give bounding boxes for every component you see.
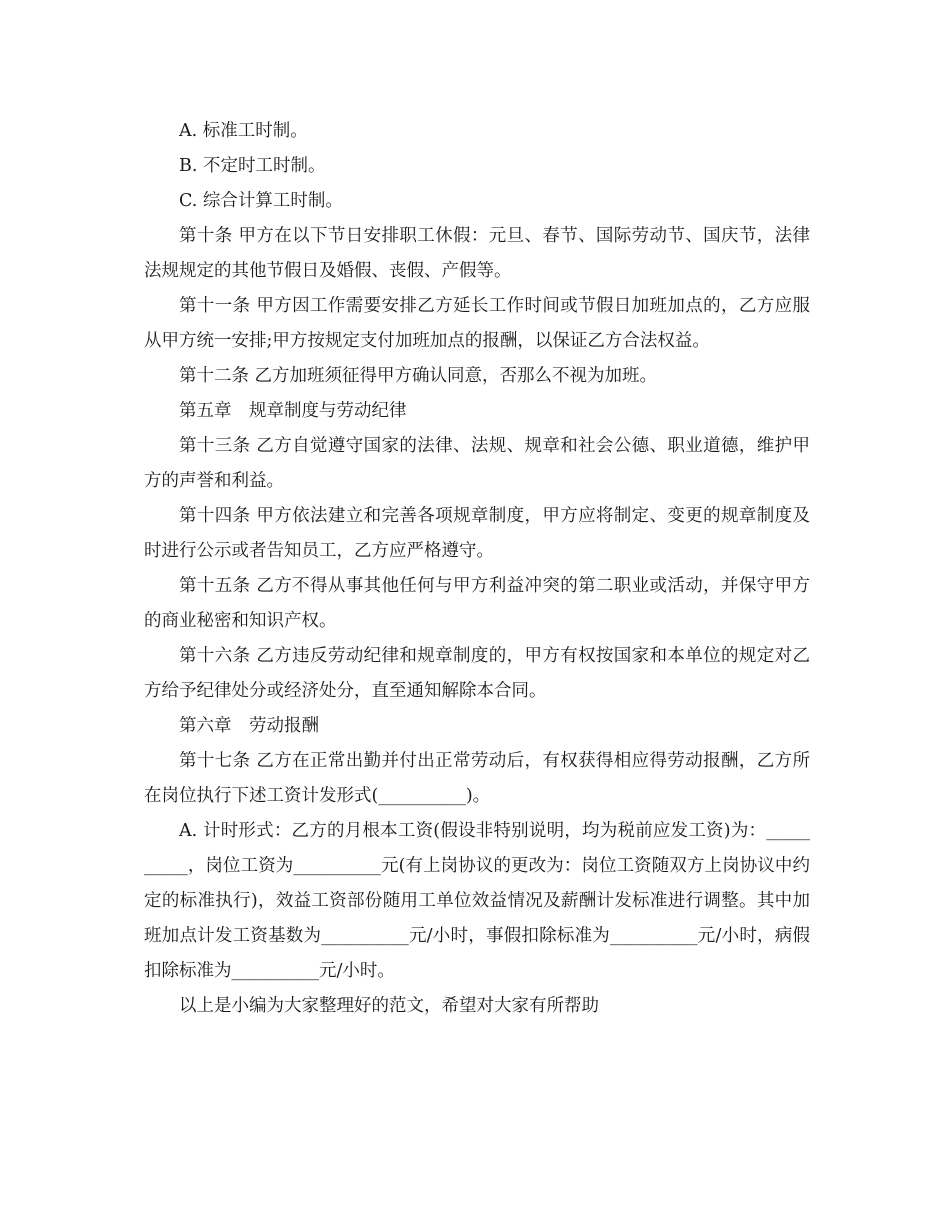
document-body bbox=[144, 114, 810, 1024]
option-b-flexible-hours: B. 不定时工时制。 bbox=[179, 156, 326, 176]
article-11: 第十一条 甲方因工作需要安排乙方延长工作时间或节假日加班加点的，乙方应服从甲方统一安排;甲方按规定支付加班加点的报酬，以保证乙方合法权益。 bbox=[144, 296, 810, 351]
article-15: 第十五条 乙方不得从事其他任何与甲方利益冲突的第二职业或活动，并保守甲方的商业秘密和知识产权。 bbox=[144, 576, 810, 631]
option-a-standard-hours: A. 标准工时制。 bbox=[179, 121, 308, 141]
option-a-time-based-pay: A. 计时形式：乙方的月根本工资(假设非特别说明，均为税前应发工资)为：__________，岗位工资为__________元(有上岗协议的更改为：岗位工资随双方上岗协议中约定的标准执行)，效益工资部份随用工单位效益情况及薪酬计发标准进行调整。其中加班加点计发工资基数为__________元/小时，事假扣除标准为__________元/小时，病假扣除标准为__________元/小时。 bbox=[144, 821, 810, 981]
option-c-comprehensive-hours: C. 综合计算工时制。 bbox=[179, 191, 343, 211]
closing-note: 以上是小编为大家整理好的范文，希望对大家有所帮助 bbox=[179, 996, 599, 1016]
article-16: 第十六条 乙方违反劳动纪律和规章制度的，甲方有权按国家和本单位的规定对乙方给予纪律处分或经济处分，直至通知解除本合同。 bbox=[144, 646, 810, 701]
article-10: 第十条 甲方在以下节日安排职工休假：元旦、春节、国际劳动节、国庆节，法律法规规定的其他节假日及婚假、丧假、产假等。 bbox=[144, 226, 810, 281]
article-12: 第十二条 乙方加班须征得甲方确认同意，否那么不视为加班。 bbox=[179, 366, 658, 386]
article-17: 第十七条 乙方在正常出勤并付出正常劳动后，有权获得相应得劳动报酬，乙方所在岗位执行下述工资计发形式(__________)。 bbox=[144, 751, 810, 806]
chapter-5-heading: 第五章 规章制度与劳动纪律 bbox=[179, 401, 407, 421]
article-13: 第十三条 乙方自觉遵守国家的法律、法规、规章和社会公德、职业道德，维护甲方的声誉和利益。 bbox=[144, 436, 810, 491]
chapter-6-heading: 第六章 劳动报酬 bbox=[179, 716, 319, 736]
article-14: 第十四条 甲方依法建立和完善各项规章制度，甲方应将制定、变更的规章制度及时进行公示或者告知员工，乙方应严格遵守。 bbox=[144, 506, 810, 561]
